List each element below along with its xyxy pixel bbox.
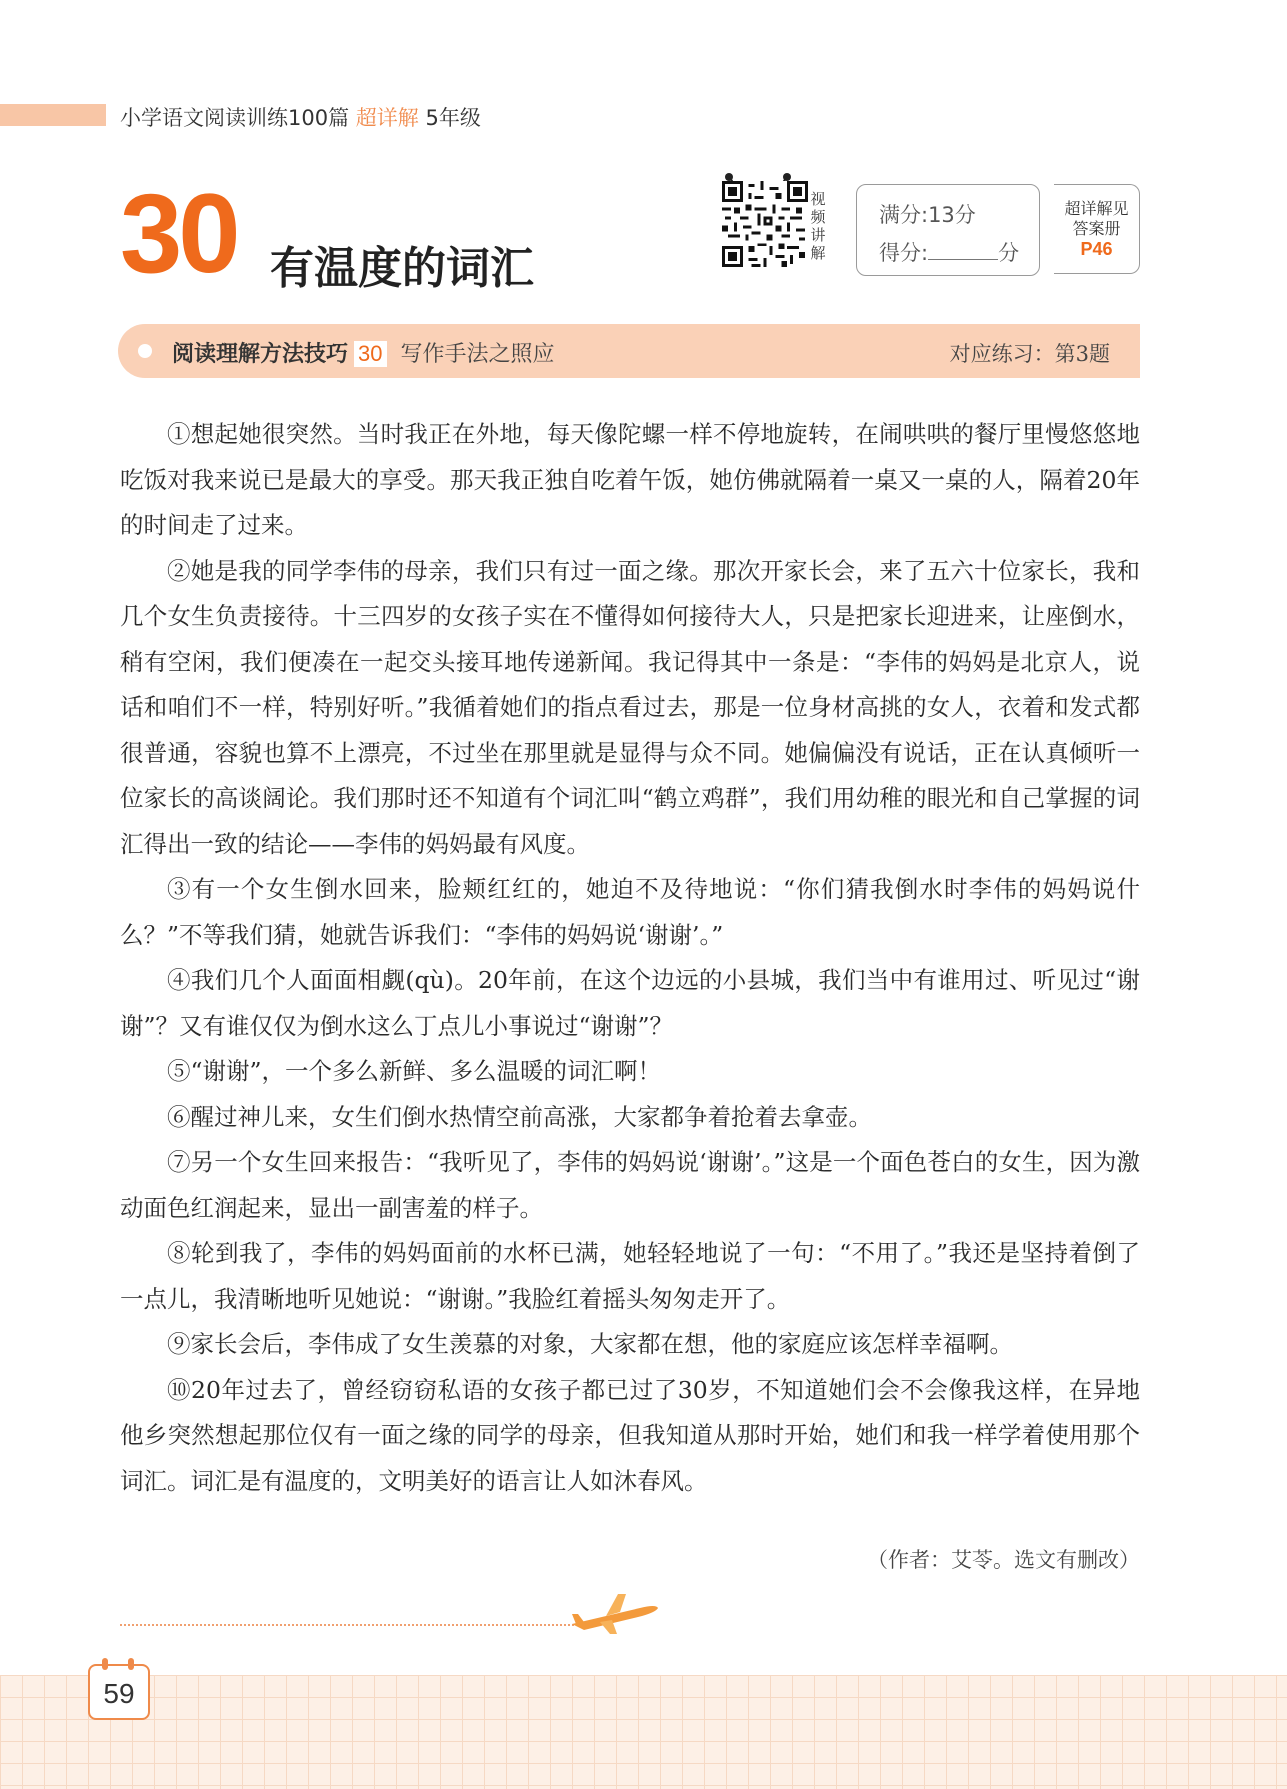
page-number: 59 xyxy=(103,1678,135,1709)
score-box xyxy=(856,184,1040,276)
book-header xyxy=(120,102,481,132)
qr-label-char: 讲 xyxy=(810,226,826,244)
tip-practice: 对应练习：第3题 xyxy=(949,342,1110,366)
header-accent-bar xyxy=(0,104,106,126)
paragraph: ⑧轮到我了，李伟的妈妈面前的水杯已满，她轻轻地说了一句：“不用了。”我还是坚持着倒了一点儿，我清晰地听见她说：“谢谢。”我脸红着摇头匆匆走开了。 xyxy=(120,1239,1140,1313)
paragraph: ⑨家长会后，李伟成了女生羡慕的对象，大家都在想，他的家庭应该怎样幸福啊。 xyxy=(167,1330,1013,1358)
divider-dotted xyxy=(120,1624,590,1626)
book-title: 小学语文阅读训练100篇 xyxy=(120,106,350,130)
tip-heading xyxy=(172,337,555,368)
paragraph: ⑦另一个女生回来报告：“我听见了，李伟的妈妈说‘谢谢’。”这是一个面色苍白的女生，因为激动面色红润起来，显出一副害羞的样子。 xyxy=(120,1148,1140,1222)
paragraph: ②她是我的同学李伟的母亲，我们只有过一面之缘。那次开家长会，来了五六十位家长，我和几个女生负责接待。十三四岁的女孩子实在不懂得如何接待大人，只是把家长迎进来，让座倒水，稍有空闲，我们便凑在一起交头接耳地传递新闻。我记得其中一条是：“李伟的妈妈是北京人，说话和咱们不一样，特别好听。”我循着她们的指点看过去，那是一位身材高挑的女人，衣着和发式都很普通，容貌也算不上漂亮，不过坐在那里就是显得与众不同。她偏偏没有说话，正在认真倾听一位家长的高谈阔论。我们那时还不知道有个词汇叫“鹤立鸡群”，我们用幼稚的眼光和自己掌握的词汇得出一致的结论——李伟的妈妈最有风度。 xyxy=(120,556,1140,858)
book-accent: 超详解 xyxy=(355,106,419,130)
answer-ref-page: P46 xyxy=(1080,239,1113,259)
got-score-label: 得分: xyxy=(879,241,929,265)
qr-label-char: 视 xyxy=(810,190,826,208)
qr-video-label xyxy=(806,190,830,262)
qr-code-icon[interactable] xyxy=(722,176,808,272)
article-body xyxy=(120,412,1140,1504)
answer-reference xyxy=(1054,184,1140,274)
tip-bar xyxy=(118,324,1140,378)
tip-subtitle: 写作手法之照应 xyxy=(400,342,555,367)
qr-label-char: 解 xyxy=(810,244,826,262)
qr-label-char: 频 xyxy=(810,208,826,226)
footer-grid xyxy=(0,1675,1287,1789)
lesson-number: 30 xyxy=(120,171,237,296)
tip-number: 30 xyxy=(354,341,386,367)
article-credit: （作者：艾苓。选文有删改） xyxy=(867,1548,1140,1572)
got-score xyxy=(879,237,1019,267)
paragraph: ⑩20年过去了，曾经窃窃私语的女孩子都已过了30岁，不知道她们会不会像我这样，在异地他乡突然想起那位仅有一面之缘的同学的母亲，但我知道从那时开始，她们和我一样学着使用那个词汇。词汇是有温度的，文明美好的语言让人如沐春风。 xyxy=(120,1375,1140,1495)
answer-ref-line2: 答案册 xyxy=(1072,219,1121,238)
paragraph: ⑤“谢谢”，一个多么新鲜、多么温暖的词汇啊！ xyxy=(167,1057,662,1085)
calendar-icon xyxy=(88,1664,150,1720)
paragraph: ⑥醒过神儿来，女生们倒水热情空前高涨，大家都争着抢着去拿壶。 xyxy=(167,1102,872,1131)
calendar-ring xyxy=(102,1658,108,1670)
full-score: 满分:13分 xyxy=(879,203,976,227)
lesson-title: 有温度的词汇 xyxy=(270,243,534,294)
paragraph: ①想起她很突然。当时我正在外地，每天像陀螺一样不停地旋转，在闹哄哄的餐厅里慢悠悠地吃饭对我来说已是最大的享受。那天我正独自吃着午饭，她仿佛就隔着一桌又一桌的人，隔着20年的时间走了过来。 xyxy=(120,420,1140,539)
paragraph: ③有一个女生倒水回来，脸颊红红的，她迫不及待地说：“你们猜我倒水时李伟的妈妈说什么？”不等我们猜，她就告诉我们：“李伟的妈妈说‘谢谢’。” xyxy=(120,875,1140,949)
paragraph: ④我们几个人面面相觑(qù)。20年前，在这个边远的小县城，我们当中有谁用过、听见过“谢谢”？又有谁仅仅为倒水这么丁点儿小事说过“谢谢”？ xyxy=(120,966,1140,1040)
answer-ref-line1: 超详解见 xyxy=(1064,199,1129,218)
got-score-unit: 分 xyxy=(998,241,1020,265)
airplane-icon xyxy=(570,1590,660,1636)
score-blank[interactable] xyxy=(928,241,998,260)
book-grade: 5年级 xyxy=(425,106,481,130)
tip-bullet-icon xyxy=(138,344,152,358)
tip-label: 阅读理解方法技巧 xyxy=(172,342,349,367)
calendar-ring xyxy=(128,1658,134,1670)
